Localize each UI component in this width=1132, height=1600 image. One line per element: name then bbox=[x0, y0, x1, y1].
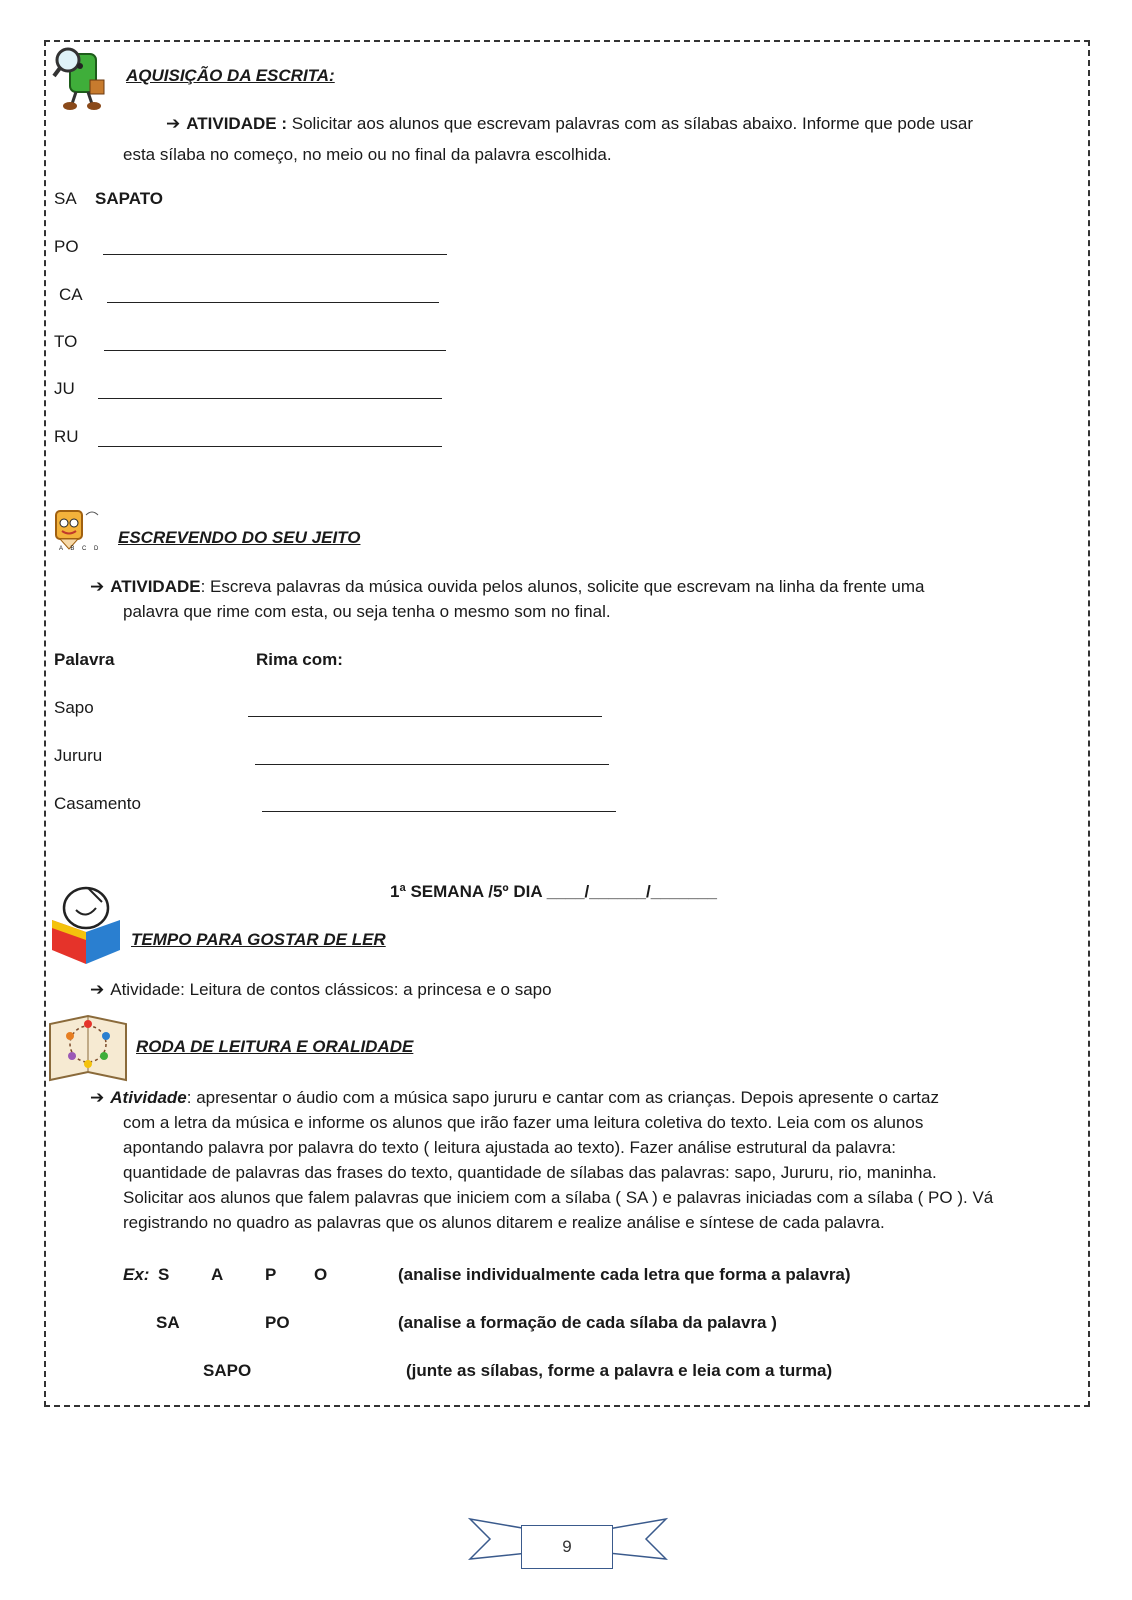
arrow-right-icon: ➔ bbox=[90, 577, 105, 596]
syllable-label: JU bbox=[54, 379, 75, 398]
paragraph-line: : apresentar o áudio com a música sapo jururu e cantar com as crianças. Depois apresente o cartaz bbox=[186, 1088, 939, 1107]
letter: P bbox=[265, 1265, 277, 1284]
arrow-right-icon: ➔ bbox=[90, 1088, 105, 1107]
syllable-label: CA bbox=[59, 285, 83, 304]
letter: S bbox=[158, 1265, 170, 1284]
example-word: SAPATO bbox=[95, 189, 164, 208]
paragraph-line: com a letra da música e informe os alunos que irão fazer uma leitura coletiva do texto. Leia com os alunos bbox=[123, 1113, 924, 1132]
activity-text: Atividade: Leitura de contos clássicos: a princesa e o sapo bbox=[110, 980, 552, 999]
answer-line[interactable] bbox=[98, 446, 442, 447]
date-line bbox=[390, 882, 717, 902]
word-note: (junte as sílabas, forme a palavra e leia com a turma) bbox=[406, 1361, 833, 1380]
arrow-right-icon: ➔ bbox=[166, 114, 181, 133]
activity-paragraph bbox=[123, 111, 1078, 167]
paragraph-line: Solicitar aos alunos que falem palavras que iniciem com a sílaba ( SA ) e palavras iniciadas com a sílaba ( PO ). Vá bbox=[123, 1188, 994, 1207]
page-number: 9 bbox=[521, 1525, 613, 1569]
example-label: Ex: bbox=[123, 1265, 150, 1284]
example-syllable: SA bbox=[54, 189, 77, 208]
word-label: Sapo bbox=[54, 698, 94, 717]
activity-paragraph bbox=[90, 1085, 1078, 1235]
paragraph-line: registrando no quadro as palavras que os alunos ditarem e realize análise e síntese de cada palavra. bbox=[123, 1213, 885, 1232]
answer-line[interactable] bbox=[262, 811, 616, 812]
column-header-word: Palavra bbox=[54, 650, 115, 669]
activity-label: ATIVIDADE bbox=[110, 577, 201, 596]
letter: O bbox=[314, 1265, 328, 1284]
answer-line[interactable] bbox=[255, 764, 609, 765]
syllable-label: RU bbox=[54, 427, 79, 446]
activity-text: : Escreva palavras da música ouvida pelos alunos, solicite que escrevam na linha da frente uma bbox=[200, 577, 925, 596]
section-heading: AQUISIÇÃO DA ESCRITA: bbox=[126, 66, 335, 85]
section-heading: ESCREVENDO DO SEU JEITO bbox=[118, 528, 361, 547]
syllables-note: (analise a formação de cada sílaba da palavra ) bbox=[398, 1313, 777, 1332]
syllable-part: SA bbox=[156, 1313, 180, 1332]
reading-book-icon bbox=[48, 880, 124, 964]
icon-caption: A B C D bbox=[59, 546, 102, 552]
answer-line[interactable] bbox=[103, 254, 447, 255]
paragraph-line: apontando palavra por palavra do texto ( leitura ajustada ao texto). Fazer análise estrutural da palavra: bbox=[123, 1138, 897, 1157]
paragraph-line: quantidade de palavras das frases do texto, quantidade de sílabas das palavras: sapo, Jururu, rio, maninha. bbox=[123, 1163, 937, 1182]
syllable-label: PO bbox=[54, 237, 79, 256]
activity-text: esta sílaba no começo, no meio ou no final da palavra escolhida. bbox=[123, 145, 612, 164]
activity-paragraph bbox=[90, 574, 1078, 624]
activity-text: palavra que rime com esta, ou seja tenha o mesmo som no final. bbox=[123, 602, 611, 621]
date-blanks[interactable]: ____/______/_______ bbox=[546, 882, 717, 901]
syllable-part: PO bbox=[265, 1313, 290, 1332]
answer-line[interactable] bbox=[98, 398, 442, 399]
letter: A bbox=[211, 1265, 224, 1284]
word-label: Jururu bbox=[54, 746, 103, 765]
answer-line[interactable] bbox=[104, 350, 446, 351]
section-heading: TEMPO PARA GOSTAR DE LER bbox=[131, 930, 386, 949]
activity-label: Atividade bbox=[110, 1088, 187, 1107]
word-label: Casamento bbox=[54, 794, 141, 813]
column-header-rhyme: Rima com: bbox=[256, 650, 343, 669]
activity-label: ATIVIDADE : bbox=[186, 114, 287, 133]
whole-word: SAPO bbox=[203, 1361, 252, 1380]
arrow-right-icon: ➔ bbox=[90, 980, 105, 999]
circle-of-children-icon bbox=[48, 1010, 128, 1084]
letters-note: (analise individualmente cada letra que forma a palavra) bbox=[398, 1265, 851, 1284]
answer-line[interactable] bbox=[248, 716, 602, 717]
syllable-label: TO bbox=[54, 332, 78, 351]
section-heading: RODA DE LEITURA E ORALIDADE bbox=[136, 1037, 414, 1056]
activity-line bbox=[90, 980, 552, 1000]
magnifier-character-icon bbox=[52, 42, 112, 112]
answer-line[interactable] bbox=[107, 302, 439, 303]
activity-text: Solicitar aos alunos que escrevam palavras com as sílabas abaixo. Informe que pode usar bbox=[291, 114, 974, 133]
week-day-label: 1ª SEMANA /5º DIA bbox=[390, 882, 542, 901]
